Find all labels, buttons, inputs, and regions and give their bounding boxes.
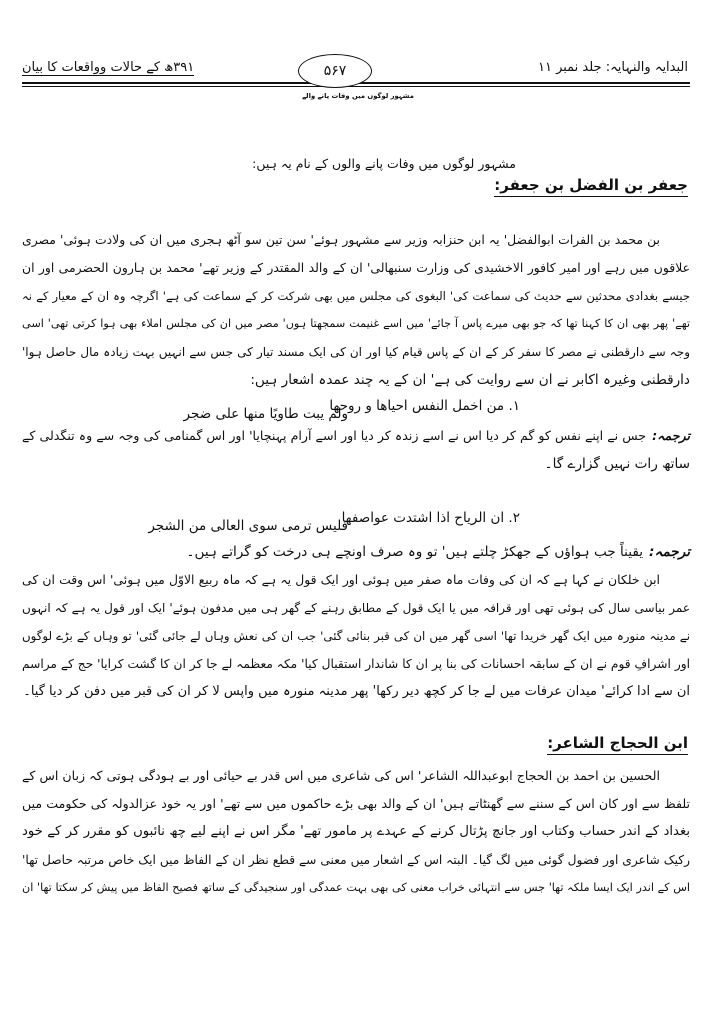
verse-second-hemistich: ولم یبت طاویًا منها علی ضجر [183,406,348,422]
paragraph-line: اس کے اندر ایک ایسا ملکہ تھا' جس سے انتہائی خراب معنی کی بھی بہت عمدگی اور سنجیدگی کے ساتھ فصیح الفاظ میں پیش کر سکتا تھا' ان [22,881,690,894]
paragraph-line: عمر بیاسی سال کی ہوئی تھی اور قرافہ میں یا ایک قول کے مطابق رہنے کے گھر ہی میں مدفون ہوئے' ایک اور قول یہ ہے کہ انہوں [22,601,690,615]
page-number: ۵۶۷ [298,54,372,88]
translation-line: ساتھ رات نہیں گزارے گا۔ [544,456,690,472]
verse-first-hemistich: ۲. ان الریاح اذا اشتدت عواصفها [341,510,520,526]
paragraph-line: تھے' پھر بھی ان کا کہنا تھا کہ جو بھی میرے پاس آ جائے' میں اسے غنیمت سمجھتا ہوں' مصر میں ان کی مجلس املاء بھی ہوا کرتی تھی' اسی [22,317,690,330]
paragraph-line: جیسے بغدادی محدثین سے حدیث کی سماعت کی' البغوی کی مجلس میں بھی شرکت کر کے سماعت کی ہے' اگرچہ وہ ان کے معیار کے نہ [22,289,690,303]
paragraph-line: ابن خلکان نے کہا ہے کہ ان کی وفات ماہ صفر میں ہوئی اور ایک قول یہ ہے کہ ماہ ربیع الاوّل میں ہوئی' اس وقت ان کی [22,572,660,587]
chapter-title: مشہور لوگوں میں وفات پانے والے [302,92,414,100]
translation-line [22,424,690,448]
translation-label: ترجمہ: [649,544,690,560]
paragraph-line: الحسین بن احمد بن الحجاج ابوعبداللہ الشاعر' اس کی شاعری میں اس قدر بے حیائی اور بے ہودگی ہوتی کہ زبان اس کے [22,768,660,783]
paragraph-line: ان سے ادا کرائے' میدان عرفات میں لے جا کر کچھ دیر رکھا' پھر مدینہ منورہ میں واپس لا کر ان کی قبر میں دفن کر دیا گیا۔ [23,684,690,699]
translation-line [22,540,690,564]
translation-label: ترجمہ: [652,428,690,443]
paragraph-line: اور اشرافِ قوم نے ان کے سابقہ احسانات کی بنا پر ان کا شاندار استقبال کیا' مکہ معظمہ لے جا کر ان کا گشت کرایا' حج کے مراسم [22,657,690,671]
header-rule-thin [22,86,690,87]
paragraph-line: بغداد کے اندر حساب وکتاب اور جانچ پڑتال کرنے کے عہدے پر مامور تھے' مگر اس نے اپنے لیے چھ نائبوں کو مقرر کر کے خود [22,824,690,839]
paragraph-line: رکیک شاعری اور فضول گوئی میں لگ گیا۔ البتہ اس کے اشعار میں معنی سے قطع نظر ان کے الفاظ میں ایک خاص مرتبہ حاصل تھا' [22,853,690,867]
verse-first-hemistich: ۱. من اخمل النفس احیاها و روحها [329,398,520,414]
paragraph-line: علاقوں میں رہے اور امیر کافور الاخشیدی کی وزارت سنبھالی' ان کے والد المقتدر کے وزیر تھے' محمد بن ہارون الحضرمی اور ان [22,260,690,275]
paragraph-line: وجہ سے دارقطنی نے مصر کا سفر کر کے ان کے پاس قیام کیا اور ان کی ایک مسند تیار کی جس سے انہیں بہت زیادہ مال حاصل ہوا' [22,345,690,359]
section-heading: جعفر بن الفضل بن جعفر: [494,176,688,197]
translation-text: جس نے اپنے نفس کو گم کر دیا اس نے اسے زندہ کر دیا اور اسے آرام پہنچایا' اور اس گمنامی کی وجہ سے وہ تنگدلی کے [22,428,647,443]
section-heading: ابن الحجاج الشاعر: [547,734,688,755]
verse-second-hemistich: فلیس ترمی سوی العالی من الشجر [148,518,348,534]
running-header-book-volume: البدایہ والنہایہ: جلد نمبر ۱۱ [537,60,688,75]
paragraph-line: دارقطنی وغیرہ اکابر نے ان سے روایت کی ہے' ان کے یہ چند عمدہ اشعار ہیں: [250,372,690,388]
running-header-section: ۳۹۱ھ کے حالات وواقعات کا بیان [22,60,195,75]
paragraph-line: تلفظ سے اور کان اس کے سننے سے گھنٹاتے ہیں' ان کے والد بھی بڑے حاکموں میں سے تھے' اور یہ خود عزالدولہ کی حکومت میں [22,796,690,811]
translation-text: یقیناً جب ہواؤں کے جھکڑ چلتے ہیں' تو وہ صرف اونچے ہی درخت کو گراتے ہیں۔ [186,544,644,560]
intro-text: مشہور لوگوں میں وفات پانے والوں کے نام یہ ہیں: [252,156,516,171]
paragraph-line: بن محمد بن الفرات ابوالفضل' یہ ابن حنزابہ وزیر سے مشہور ہوئے' سن تین سو آٹھ ہجری میں ان کی ولادت ہوئی' مصری [22,232,660,247]
paragraph-line: نے مدینہ منورہ میں ایک گھر خریدا تھا' اسی گھر میں ان کی قبر بنائی گئی' جب ان کی نعش وہاں لے جائی گئی' تو وہاں کے بڑے لوگوں [22,629,690,643]
